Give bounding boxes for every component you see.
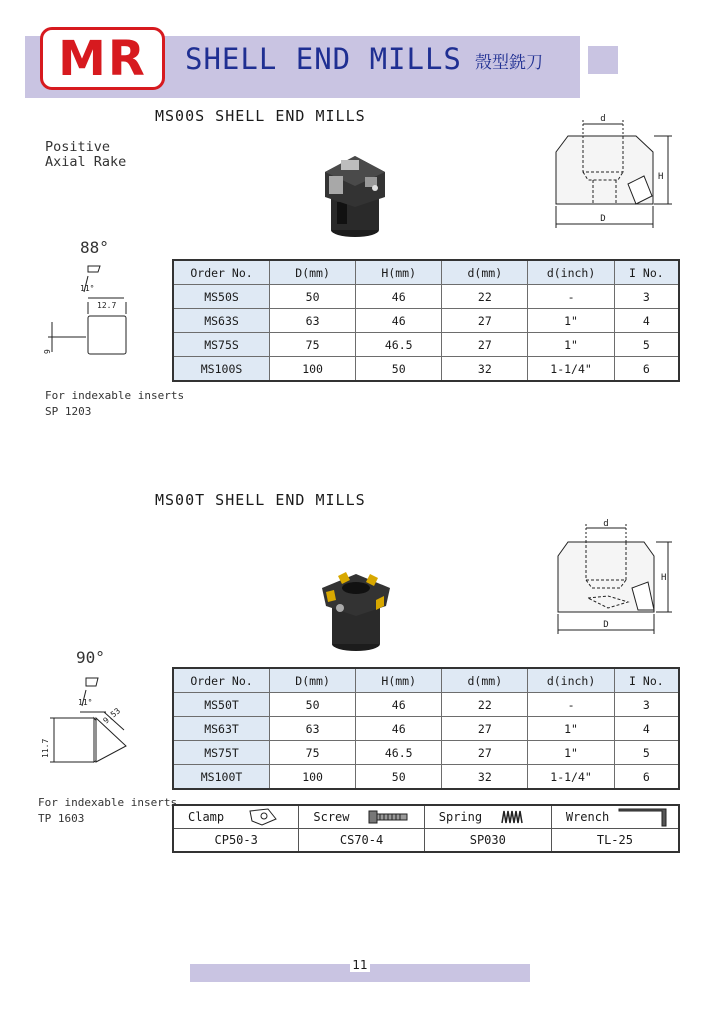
page-title-chinese: 殼型銑刀	[475, 53, 543, 73]
cell: 75	[270, 741, 356, 765]
mr-logo-text: MR	[58, 30, 147, 87]
drawing2-D-label: D	[603, 620, 609, 630]
ms00s-dimension-drawing	[548, 112, 678, 237]
insert1-angle-label: 11°	[80, 284, 95, 293]
cell: 1-1/4"	[528, 765, 614, 790]
header-accent-square	[588, 46, 618, 74]
screw-label: Screw	[313, 810, 350, 824]
screw-icon	[368, 810, 408, 824]
cell: 63	[270, 309, 356, 333]
drawing2-d-label: d	[603, 519, 609, 529]
insert1-note-line2: SP 1203	[45, 405, 92, 418]
cell: 6	[614, 765, 679, 790]
cell: 1"	[528, 717, 614, 741]
col-d-inch: d(inch)	[528, 260, 614, 285]
cell: MS100T	[173, 765, 270, 790]
cell: 100	[270, 765, 356, 790]
section2-angle: 90°	[76, 648, 105, 667]
insert1-width-label: 12.7	[97, 301, 117, 310]
cell: 63	[270, 717, 356, 741]
cell: 32	[442, 357, 528, 382]
accessories-code-row	[173, 829, 679, 853]
insert2-height-label: 11.7	[41, 738, 50, 758]
accessories-table	[172, 804, 680, 853]
insert2-side-label: 9.53	[101, 706, 123, 726]
cell: 27	[442, 717, 528, 741]
insert2-angle-label: 11°	[78, 698, 93, 707]
cell: MS50S	[173, 285, 270, 309]
col-h-mm: H(mm)	[356, 668, 442, 693]
section2-title: MS00T SHELL END MILLS	[155, 491, 366, 509]
rake-line2: Axial Rake	[45, 154, 127, 170]
cell: -	[528, 693, 614, 717]
cell: 1"	[528, 309, 614, 333]
cell: 4	[614, 309, 679, 333]
cell: 50	[270, 285, 356, 309]
cell: 3	[614, 693, 679, 717]
section1-title: MS00S SHELL END MILLS	[155, 107, 366, 125]
cell: 1-1/4"	[528, 357, 614, 382]
table-header-row	[173, 668, 679, 693]
table-header-row	[173, 260, 679, 285]
drawing1-d-label: d	[600, 114, 606, 124]
ms00t-dimension-drawing	[548, 518, 678, 638]
ms00s-product-photo	[315, 142, 395, 242]
ms00t-spec-table	[172, 667, 680, 790]
spring-icon	[501, 809, 523, 825]
accessory-screw	[299, 805, 424, 829]
cell: MS63T	[173, 717, 270, 741]
section1-angle: 88°	[80, 238, 109, 257]
col-insert-no: I No.	[614, 668, 679, 693]
accessory-wrench	[551, 805, 679, 829]
cell: 27	[442, 309, 528, 333]
table-row	[173, 765, 679, 790]
clamp-code: CP50-3	[173, 829, 299, 853]
insert2-note-line1: For indexable inserts	[38, 796, 178, 809]
cell: 46.5	[356, 741, 442, 765]
wrench-icon	[618, 808, 670, 828]
cell: 50	[356, 765, 442, 790]
page-number: 11	[350, 958, 370, 972]
col-insert-no: I No.	[614, 260, 679, 285]
cell: MS63S	[173, 309, 270, 333]
page-title: SHELL END MILLS	[185, 42, 462, 76]
wrench-label: Wrench	[565, 810, 610, 824]
cell: 46	[356, 693, 442, 717]
cell: 4	[614, 717, 679, 741]
drawing1-h-label: H	[658, 172, 664, 182]
cell: 46	[356, 309, 442, 333]
spring-code: SP030	[424, 829, 551, 853]
cell: 27	[442, 333, 528, 357]
table-row	[173, 741, 679, 765]
ms00t-product-photo	[318, 566, 398, 656]
clamp-label: Clamp	[188, 810, 225, 824]
col-d-mm: D(mm)	[270, 260, 356, 285]
col-order-no: Order No.	[173, 260, 270, 285]
accessory-clamp	[173, 805, 299, 829]
col-d-inch: d(inch)	[528, 668, 614, 693]
tp1603-insert-drawing	[36, 672, 136, 782]
spring-label: Spring	[438, 810, 483, 824]
cell: MS100S	[173, 357, 270, 382]
table-row	[173, 717, 679, 741]
insert1-thickness-label: 9	[43, 349, 52, 354]
cell: -	[528, 285, 614, 309]
cell: 75	[270, 333, 356, 357]
cell: 5	[614, 741, 679, 765]
accessory-spring	[424, 805, 551, 829]
cell: 6	[614, 357, 679, 382]
col-small-d-mm: d(mm)	[442, 668, 528, 693]
cell: 22	[442, 285, 528, 309]
accessories-label-row	[173, 805, 679, 829]
col-small-d-mm: d(mm)	[442, 260, 528, 285]
col-order-no: Order No.	[173, 668, 270, 693]
cell: 46	[356, 717, 442, 741]
cell: 3	[614, 285, 679, 309]
cell: 32	[442, 765, 528, 790]
table-row	[173, 309, 679, 333]
insert1-note-line1: For indexable inserts	[45, 389, 185, 402]
table-row	[173, 693, 679, 717]
cell: 1"	[528, 741, 614, 765]
cell: MS50T	[173, 693, 270, 717]
drawing1-D-label: D	[600, 214, 606, 224]
cell: 1"	[528, 333, 614, 357]
insert2-note-line2: TP 1603	[38, 812, 85, 825]
cell: 22	[442, 693, 528, 717]
ms00s-spec-table	[172, 259, 680, 382]
table-row	[173, 357, 679, 382]
cell: MS75T	[173, 741, 270, 765]
cell: 100	[270, 357, 356, 382]
cell: 5	[614, 333, 679, 357]
col-d-mm: D(mm)	[270, 668, 356, 693]
table-row	[173, 333, 679, 357]
rake-line1: Positive	[45, 139, 111, 155]
cell: 50	[270, 693, 356, 717]
cell: 50	[356, 357, 442, 382]
cell: 46.5	[356, 333, 442, 357]
col-h-mm: H(mm)	[356, 260, 442, 285]
drawing2-h-label: H	[661, 573, 667, 583]
screw-code: CS70-4	[299, 829, 424, 853]
clamp-icon	[248, 807, 278, 827]
sp1203-insert-drawing	[40, 262, 140, 372]
cell: 27	[442, 741, 528, 765]
table-row	[173, 285, 679, 309]
cell: MS75S	[173, 333, 270, 357]
wrench-code: TL-25	[551, 829, 679, 853]
cell: 46	[356, 285, 442, 309]
